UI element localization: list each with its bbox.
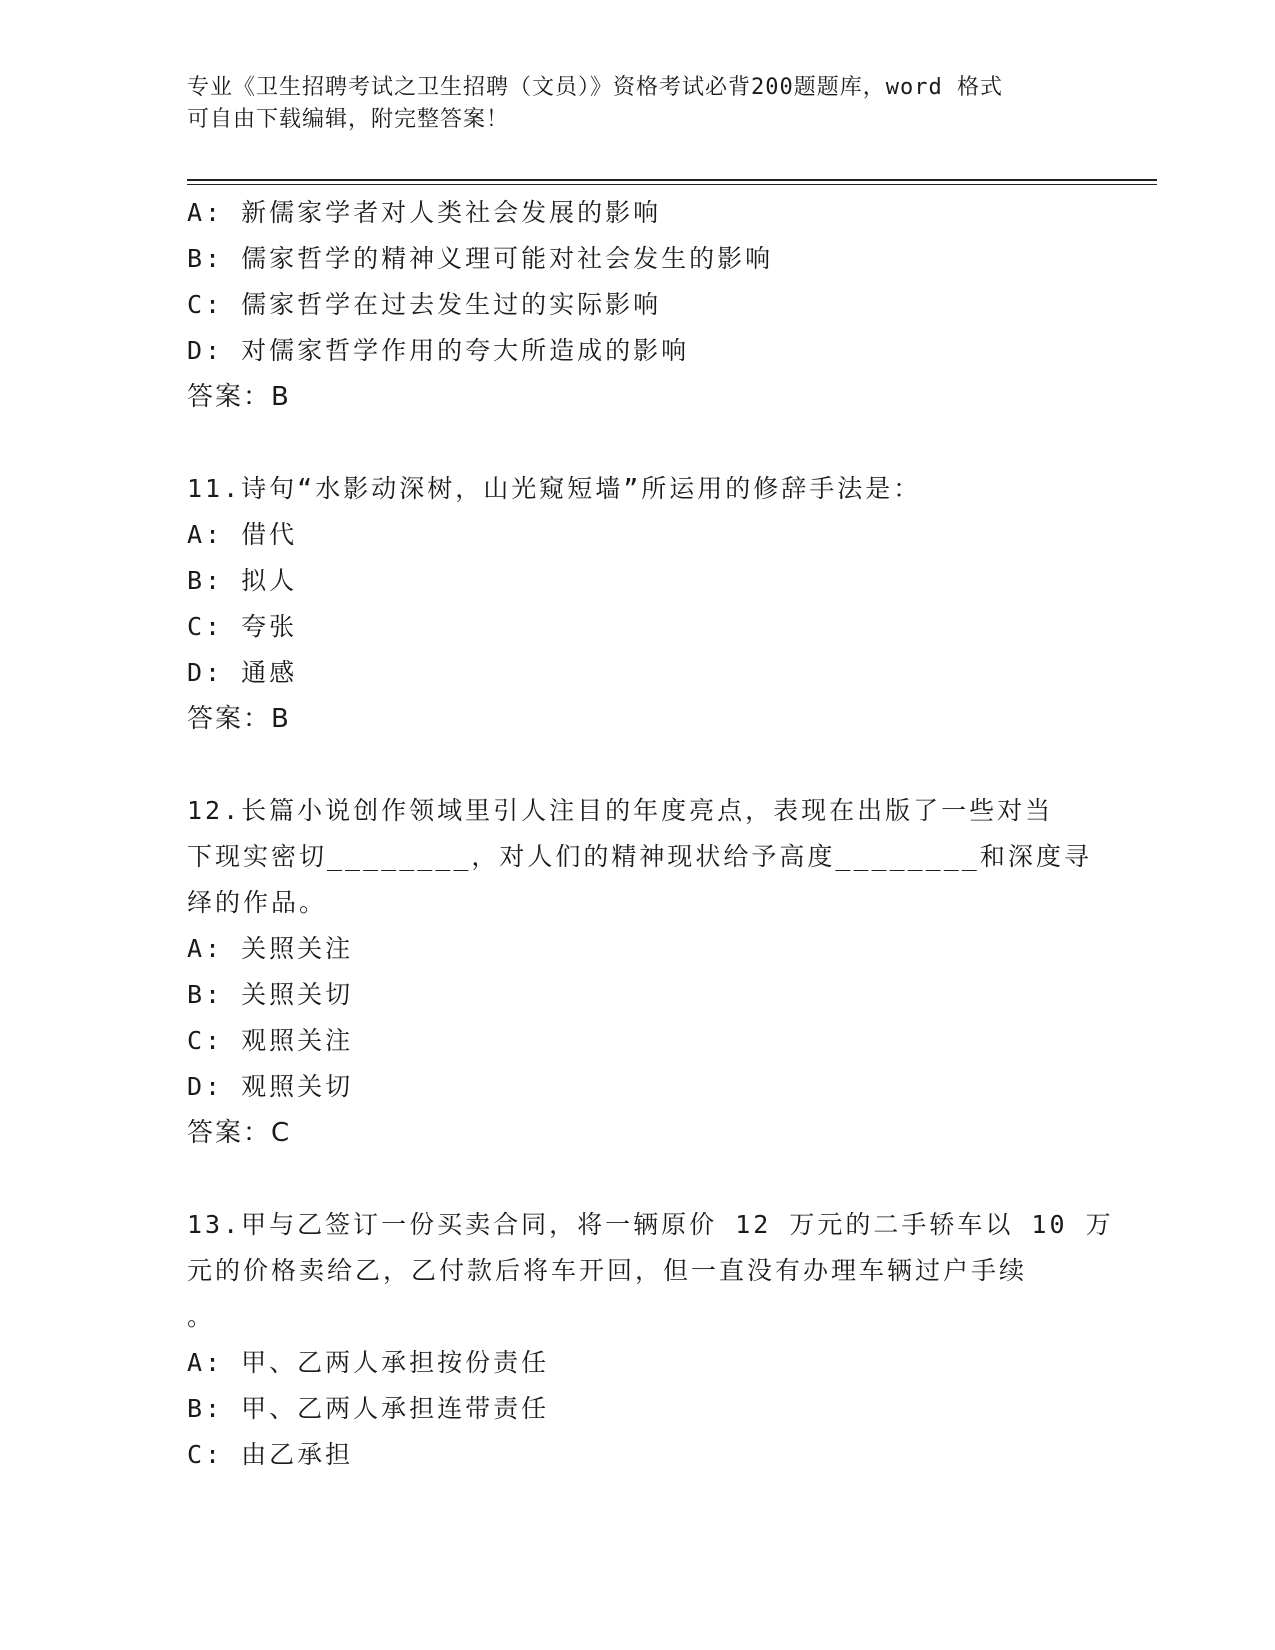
question-list [187, 190, 1114, 1478]
option-b: B: 儒家哲学的精神义理可能对社会发生的影响 [187, 244, 774, 273]
option-b: B: 拟人 [187, 566, 298, 595]
spacer [187, 742, 1087, 788]
spacer [187, 420, 1087, 466]
header-line-2: 可自由下载编辑，附完整答案！ [187, 107, 510, 132]
option-b: B: 关照关切 [187, 980, 354, 1009]
question-10 [187, 190, 1087, 420]
question-stem: 11.诗句“水影动深树，山光窥短墙”所运用的修辞手法是： [187, 474, 922, 503]
question-stem-line-1: 13.甲与乙签订一份买卖合同，将一辆原价 12 万元的二手轿车以 10 万 [187, 1210, 1114, 1239]
option-d: D: 对儒家哲学作用的夸大所造成的影响 [187, 336, 690, 365]
document-header [187, 72, 1067, 136]
option-d: D: 通感 [187, 658, 298, 687]
option-a: A: 新儒家学者对人类社会发展的影响 [187, 198, 662, 227]
answer-line: 答案：B [187, 704, 291, 734]
answer-line: 答案：C [187, 1118, 292, 1148]
header-rule-thin [187, 184, 1157, 185]
header-rule-thick [187, 179, 1157, 181]
option-c: C: 由乙承担 [187, 1440, 354, 1469]
option-a: A: 甲、乙两人承担按份责任 [187, 1348, 550, 1377]
question-stem-line-1: 12.长篇小说创作领域里引人注目的年度亮点，表现在出版了一些对当 [187, 796, 1054, 825]
question-11 [187, 466, 1087, 742]
question-stem-line-3: 绎的作品。 [187, 888, 328, 917]
option-b: B: 甲、乙两人承担连带责任 [187, 1394, 550, 1423]
question-13 [187, 1202, 1114, 1478]
option-c: C: 夸张 [187, 612, 298, 641]
spacer [187, 1156, 1087, 1202]
question-stem-line-3: 。 [187, 1302, 216, 1331]
question-stem-line-2: 下现实密切________，对人们的精神现状给予高度________和深度寻 [187, 842, 1092, 871]
answer-line: 答案：B [187, 382, 291, 412]
question-stem-line-2: 元的价格卖给乙，乙付款后将车开回，但一直没有办理车辆过户手续 [187, 1256, 1028, 1285]
header-line-1: 专业《卫生招聘考试之卫生招聘（文员）》资格考试必背200题题库，word 格式 [187, 75, 1003, 100]
option-a: A: 借代 [187, 520, 298, 549]
option-c: C: 观照关注 [187, 1026, 354, 1055]
option-a: A: 关照关注 [187, 934, 354, 963]
option-c: C: 儒家哲学在过去发生过的实际影响 [187, 290, 662, 319]
option-d: D: 观照关切 [187, 1072, 354, 1101]
question-12 [187, 788, 1092, 1156]
